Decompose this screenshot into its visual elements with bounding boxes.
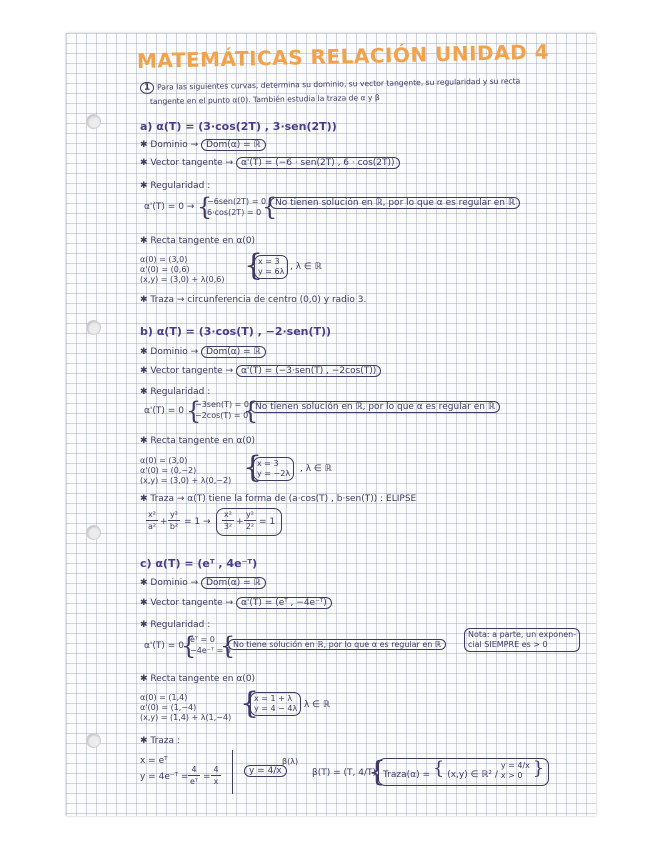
binder-hole	[86, 114, 101, 129]
brace: {	[243, 397, 259, 425]
recta-eq: x = 3	[257, 459, 279, 468]
tangent-label: ✱ Vector tangente →	[140, 158, 234, 168]
fraction	[188, 765, 200, 786]
regularity-eq: −6sen(2T) = 0	[207, 197, 267, 206]
traza-label: ✱ Traza :	[140, 736, 180, 746]
recta-line: α(0) = (1,4)	[140, 693, 188, 702]
regularity-conclusion: No tienen solución en ℝ, por lo que α es regular en ℝ	[270, 197, 520, 209]
recta-eq: y = −2λ	[257, 469, 291, 478]
binder-hole	[86, 525, 101, 540]
denominator: a²	[147, 522, 157, 531]
numerator: x²	[224, 510, 232, 519]
part-b-tangent	[140, 366, 381, 377]
regularity-box	[270, 198, 520, 209]
plus-sign: +	[236, 517, 244, 527]
traza-final	[378, 758, 549, 786]
denominator: 2²	[245, 522, 255, 531]
regularity-box	[228, 639, 446, 651]
equals-sign: =	[203, 772, 211, 782]
regularity-lhs: α'(T) = 0 →	[144, 202, 195, 212]
exercise-number: 1	[140, 82, 154, 94]
regularity-box	[250, 402, 500, 413]
recta-param: λ ∈ ℝ	[304, 700, 331, 710]
numerator: y²	[170, 510, 178, 519]
regularity-label: ✱ Regularidad :	[140, 620, 211, 630]
regularity-conclusion: No tiene solución en ℝ, por lo que α es regular en ℝ	[228, 639, 446, 650]
set-separator: /	[494, 770, 498, 780]
recta-system	[250, 692, 301, 716]
ellipse-end: = 1	[259, 517, 276, 527]
recta-eq: x = 1 + λ	[254, 694, 293, 703]
tangent-box: α'(T) = (eᵀ , −4e⁻ᵀ)	[236, 597, 332, 609]
part-b-domain	[140, 347, 266, 358]
regularity-conclusion: No tienen solución en ℝ, por lo que α es regular en ℝ	[250, 401, 500, 413]
domain-label: ✱ Dominio →	[140, 140, 199, 150]
regularity-label: ✱ Regularidad :	[140, 181, 211, 191]
numerator: x²	[148, 510, 156, 519]
traza-line: ✱ Traza → circunferencia de centro (0,0) y radio 3.	[140, 295, 367, 305]
numerator: 4	[213, 765, 219, 774]
condition: y = 4/x	[500, 761, 530, 770]
brace: {	[368, 755, 386, 788]
recta-system	[254, 255, 288, 279]
brace: {	[181, 632, 197, 660]
regularity-eq: −2cos(T) = 0	[195, 411, 249, 420]
recta-line: α'(0) = (0,−2)	[140, 466, 197, 475]
regularity-eq: −4e⁻ᵀ = 0	[190, 646, 231, 655]
regularity-eq: 6·cos(2T) = 0	[207, 208, 262, 217]
traza-conditions	[501, 761, 530, 781]
part-a-tangent	[140, 158, 400, 169]
brace: {	[220, 632, 236, 660]
traza-x: x = eᵀ	[140, 756, 168, 766]
note-line: cial SIEMPRE es > 0	[468, 640, 548, 649]
tangent-label: ✱ Vector tangente →	[140, 598, 234, 608]
traza-result	[244, 766, 287, 777]
part-a-curve: a) α(T) = (3·cos(2T) , 3·sen(2T))	[140, 120, 337, 133]
denominator: eᵀ	[190, 777, 198, 786]
regularity-lhs: α'(T) = 0	[144, 641, 184, 651]
recta-system	[253, 457, 294, 481]
denominator: x	[213, 777, 219, 786]
traza-line: ✱ Traza → α(T) tiene la forma de (a·cos(T) , b·sen(T)) : ELIPSE	[140, 494, 417, 504]
binder-hole	[86, 320, 101, 335]
vertical-bar	[232, 750, 233, 794]
beta-label: β(λ)	[282, 757, 299, 766]
part-c-curve: c) α(T) = (eᵀ , 4e⁻ᵀ)	[140, 557, 258, 570]
numerator: 4	[191, 765, 197, 774]
denominator: b²	[169, 522, 179, 531]
traza-set: (x,y) ∈ ℝ²	[447, 770, 493, 780]
ellipse-arrow: = 1 →	[184, 517, 211, 527]
tangent-box: α'(T) = (−6 · sen(2T) , 6 · cos(2T))	[236, 157, 400, 169]
domain-box: Dom(α) = ℝ	[201, 139, 266, 151]
recta-label: ✱ Recta tangente en α(0)	[140, 674, 256, 684]
brace: {	[186, 397, 202, 425]
recta-line: (x,y) = (1,4) + λ(1,−4)	[140, 713, 232, 722]
traza-y: y = 4e⁻ᵀ =	[140, 772, 189, 782]
recta-line: (x,y) = (3,0) + λ(0,6)	[140, 275, 225, 284]
part-b-curve: b) α(T) = (3·cos(T) , −2·sen(T))	[140, 325, 332, 338]
regularity-eq: eᵀ = 0	[190, 635, 215, 644]
brace: {	[197, 193, 213, 221]
numerator: y²	[246, 510, 254, 519]
domain-box: Dom(α) = ℝ	[201, 577, 266, 589]
brace: {	[244, 248, 264, 283]
fraction	[222, 510, 234, 531]
statement-line: Para las siguientes curvas, determina su dominio, su vector tangente, su regularidad y su recta	[157, 76, 521, 92]
note-line: Nota: a parte, un exponen-	[468, 630, 577, 639]
recta-eq: y = 6λ	[258, 267, 285, 276]
recta-line: α(0) = (3,0)	[140, 456, 188, 465]
condition: x > 0	[500, 771, 523, 780]
part-a-domain	[140, 140, 266, 151]
recta-line: α(0) = (3,0)	[140, 255, 188, 264]
regularity-lhs: α'(T) = 0	[144, 406, 184, 416]
domain-label: ✱ Dominio →	[140, 578, 199, 588]
recta-line: α'(0) = (1,−4)	[140, 703, 197, 712]
fraction	[146, 510, 158, 531]
part-c-tangent	[140, 598, 332, 609]
recta-param: , λ ∈ ℝ	[300, 464, 332, 474]
recta-eq: x = 3	[258, 257, 280, 266]
binder-hole	[86, 733, 101, 748]
page-title: MATEMÁTICAS RELACIÓN UNIDAD 4	[136, 39, 550, 73]
brace: {	[262, 193, 278, 221]
beta-param: β(T) = (T, 4/T)	[312, 768, 377, 778]
brace: {	[432, 758, 445, 779]
fraction	[244, 510, 256, 531]
fraction	[168, 510, 180, 531]
tangent-box: α'(T) = (−3·sen(T) , −2cos(T))	[236, 365, 381, 377]
brace: {	[243, 450, 263, 485]
regularity-label: ✱ Regularidad :	[140, 387, 211, 397]
recta-label: ✱ Recta tangente en α(0)	[140, 236, 256, 246]
recta-label: ✱ Recta tangente en α(0)	[140, 436, 256, 446]
fraction	[211, 765, 221, 786]
brace: }	[532, 758, 545, 779]
domain-label: ✱ Dominio →	[140, 347, 199, 357]
hyperbola-box: y = 4/x	[244, 765, 287, 777]
regularity-eq: −3sen(T) = 0	[195, 400, 249, 409]
domain-box: Dom(α) = ℝ	[201, 346, 266, 358]
recta-line: α'(0) = (0,6)	[140, 265, 190, 274]
recta-line: (x,y) = (3,0) + λ(0,−2)	[140, 476, 232, 485]
brace: {	[240, 686, 260, 721]
tangent-label: ✱ Vector tangente →	[140, 366, 234, 376]
note-box	[464, 628, 580, 652]
statement-line: tangente en el punto α(0). También estudia la traza de α y β	[149, 92, 380, 106]
part-c-domain	[140, 578, 266, 589]
traza-final-label: Traza(α) =	[383, 770, 430, 780]
denominator: 3²	[223, 522, 233, 531]
recta-param: , λ ∈ ℝ	[290, 262, 322, 272]
recta-eq: y = 4 − 4λ	[254, 704, 298, 713]
plus-sign: +	[160, 517, 168, 527]
